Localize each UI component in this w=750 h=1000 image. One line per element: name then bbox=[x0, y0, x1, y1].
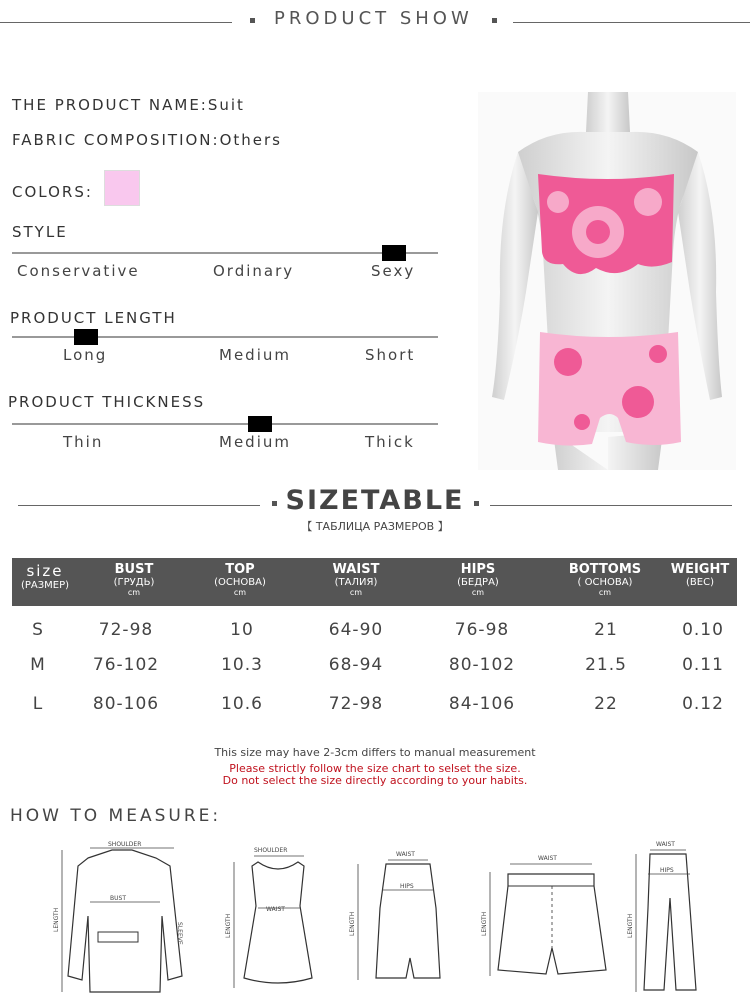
label-length: LENGTH bbox=[349, 911, 356, 936]
header-line-left bbox=[0, 22, 232, 23]
length-label-long: Long bbox=[63, 346, 108, 364]
sizetable-line-right bbox=[490, 505, 732, 506]
thickness-label-thin: Thin bbox=[63, 433, 104, 451]
th-top-ru: (ОСНОВА) bbox=[214, 577, 266, 588]
length-label-medium: Medium bbox=[219, 346, 291, 364]
label-shoulder: SHOULDER bbox=[254, 847, 288, 854]
measure-diagram-dress bbox=[214, 842, 314, 992]
th-waist-unit: cm bbox=[349, 588, 363, 597]
sizetable-subtitle: 【 ТАБЛИЦА РАЗМЕРОВ 】 bbox=[301, 520, 449, 533]
th-bottoms bbox=[560, 558, 650, 597]
length-title: PRODUCT LENGTH bbox=[10, 309, 177, 327]
th-weight-ru: (ВЕС) bbox=[686, 577, 714, 588]
label-length: LENGTH bbox=[627, 913, 634, 938]
product-image bbox=[478, 92, 736, 470]
style-label-conservative: Conservative bbox=[17, 262, 140, 280]
cell-size: L bbox=[32, 694, 44, 714]
top-flower-3 bbox=[634, 188, 662, 216]
th-bust-main: BUST bbox=[114, 562, 154, 577]
th-size bbox=[12, 558, 78, 591]
fabric-composition: FABRIC COMPOSITION:Others bbox=[12, 131, 282, 149]
cell-waist: 64-90 bbox=[328, 620, 384, 640]
style-label-sexy: Sexy bbox=[371, 262, 416, 280]
thickness-title: PRODUCT THICKNESS bbox=[8, 393, 206, 411]
thickness-label-medium: Medium bbox=[219, 433, 291, 451]
colors-label: COLORS: bbox=[12, 183, 93, 201]
style-title: STYLE bbox=[12, 223, 68, 241]
thickness-marker bbox=[248, 416, 272, 432]
th-size-main: size bbox=[26, 562, 64, 580]
cell-top: 10 bbox=[230, 620, 254, 640]
shorts-flower-3 bbox=[649, 345, 667, 363]
color-swatch[interactable] bbox=[104, 170, 140, 206]
cell-weight: 0.10 bbox=[682, 620, 724, 640]
label-length: LENGTH bbox=[225, 913, 232, 938]
note-measurement: This size may have 2-3cm differs to manual measurement bbox=[214, 746, 536, 759]
label-length: LENGTH bbox=[481, 911, 488, 936]
label-length: LENGTH bbox=[53, 907, 60, 932]
shorts-flower-1 bbox=[554, 348, 582, 376]
th-hips-ru: (БЕДРА) bbox=[457, 577, 499, 588]
cell-bust: 72-98 bbox=[98, 620, 154, 640]
cell-bottoms: 21.5 bbox=[585, 655, 627, 675]
th-waist-main: WAIST bbox=[332, 562, 380, 577]
cell-top: 10.6 bbox=[221, 694, 263, 714]
note-follow-chart: Please strictly follow the size chart to selset the size. bbox=[229, 762, 521, 775]
cell-bottoms: 21 bbox=[594, 620, 618, 640]
sizetable-dot-right bbox=[474, 501, 479, 506]
label-shoulder: SHOULDER bbox=[108, 841, 142, 848]
cell-top: 10.3 bbox=[221, 655, 263, 675]
length-marker bbox=[74, 329, 98, 345]
cell-waist: 68-94 bbox=[328, 655, 384, 675]
th-bottoms-ru: ( ОСНОВА) bbox=[577, 577, 633, 588]
cell-hips: 84-106 bbox=[448, 694, 516, 714]
note-habits: Do not select the size directly according to your habits. bbox=[222, 774, 528, 787]
header-dot-left bbox=[250, 18, 255, 23]
th-weight-main: WEIGHT bbox=[670, 562, 730, 577]
label-waist: WAIST bbox=[656, 841, 675, 848]
th-hips-unit: cm bbox=[471, 588, 485, 597]
thickness-scale-line bbox=[12, 423, 438, 425]
th-bust bbox=[96, 558, 172, 597]
th-waist-ru: (ТАЛИЯ) bbox=[334, 577, 378, 588]
th-top bbox=[202, 558, 278, 597]
sizetable-title: SIZETABLE bbox=[285, 485, 465, 516]
th-top-unit: cm bbox=[233, 588, 247, 597]
cell-size: M bbox=[30, 655, 46, 675]
top-flower-4 bbox=[547, 191, 569, 213]
thickness-label-thick: Thick bbox=[365, 433, 415, 451]
measure-diagram-top bbox=[50, 836, 200, 996]
mannequin-neck bbox=[586, 92, 630, 132]
length-label-short: Short bbox=[365, 346, 416, 364]
cell-hips: 80-102 bbox=[448, 655, 516, 675]
how-to-measure-title: HOW TO MEASURE: bbox=[10, 806, 222, 826]
shorts-flower-4 bbox=[574, 414, 590, 430]
label-waist: WAIST bbox=[266, 906, 285, 913]
th-size-ru: (РАЗМЕР) bbox=[20, 580, 70, 591]
style-label-ordinary: Ordinary bbox=[213, 262, 295, 280]
th-hips bbox=[440, 558, 516, 597]
label-bust: BUST bbox=[110, 895, 126, 902]
style-scale-line bbox=[12, 252, 438, 254]
cell-waist: 72-98 bbox=[328, 694, 384, 714]
cell-weight: 0.12 bbox=[682, 694, 724, 714]
cell-bust: 80-106 bbox=[92, 694, 160, 714]
cell-weight: 0.11 bbox=[682, 655, 724, 675]
product-name: THE PRODUCT NAME:Suit bbox=[12, 96, 245, 114]
cell-hips: 76-98 bbox=[454, 620, 510, 640]
th-weight bbox=[664, 558, 736, 588]
th-bust-ru: (ГРУДЬ) bbox=[113, 577, 155, 588]
style-marker bbox=[382, 245, 406, 261]
th-waist bbox=[318, 558, 394, 597]
header-line-right bbox=[513, 22, 750, 23]
measure-diagram-skirt bbox=[344, 848, 454, 988]
header-dot-right bbox=[492, 18, 497, 23]
th-hips-main: HIPS bbox=[460, 562, 496, 577]
th-bust-unit: cm bbox=[127, 588, 141, 597]
label-sleeve: SLEEVE bbox=[176, 922, 183, 945]
label-waist: WAIST bbox=[538, 855, 557, 862]
shorts-flower-2 bbox=[622, 386, 654, 418]
cell-bust: 76-102 bbox=[92, 655, 160, 675]
th-top-main: TOP bbox=[225, 562, 255, 577]
label-hips: HIPS bbox=[660, 867, 674, 874]
measure-diagram-pants bbox=[624, 838, 704, 996]
label-hips: HIPS bbox=[400, 883, 414, 890]
cell-bottoms: 22 bbox=[594, 694, 618, 714]
measure-diagram-shorts bbox=[476, 852, 616, 982]
th-bottoms-main: BOTTOMS bbox=[568, 562, 642, 577]
cell-size: S bbox=[32, 620, 44, 640]
th-bottoms-unit: cm bbox=[598, 588, 612, 597]
page-title: PRODUCT SHOW bbox=[274, 8, 473, 29]
label-waist: WAIST bbox=[396, 851, 415, 858]
top-flower-2 bbox=[586, 220, 610, 244]
